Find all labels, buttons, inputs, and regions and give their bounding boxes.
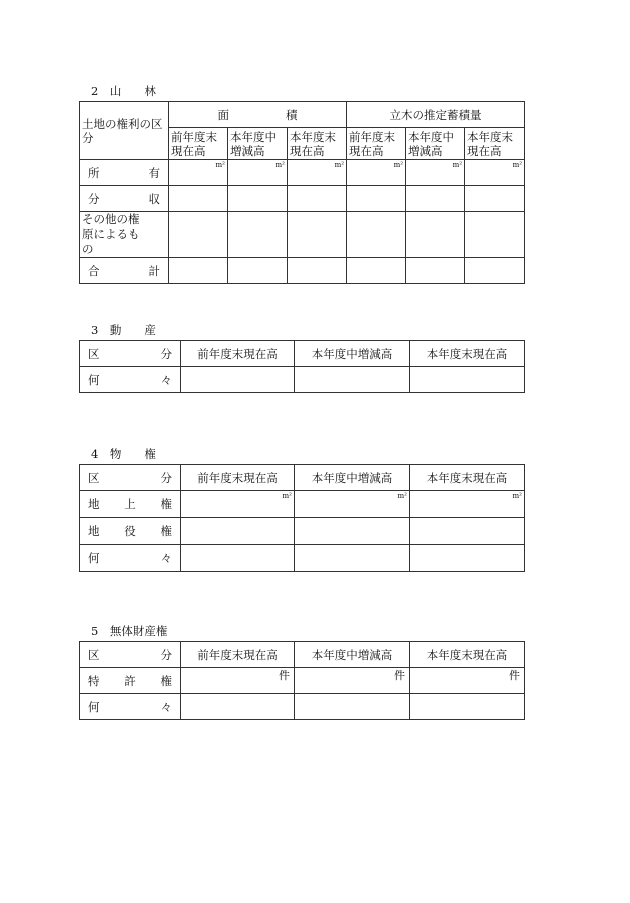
unit-label: m² xyxy=(169,160,228,186)
cell xyxy=(295,367,410,393)
cell xyxy=(181,545,295,572)
cell xyxy=(181,367,295,393)
unit-label: 件 xyxy=(181,668,295,694)
sub-header-4: 前年度末現在高 xyxy=(347,128,406,160)
section2-group-area xyxy=(169,102,347,128)
row-label: 地 上 権 xyxy=(80,491,181,518)
header-cell: 本年度末現在高 xyxy=(410,642,525,668)
unit-label: m² xyxy=(347,160,406,186)
cell xyxy=(295,518,410,545)
row-label: 合 計 xyxy=(80,258,169,284)
cell xyxy=(228,258,288,284)
cell xyxy=(406,212,465,258)
sub-header-3: 本年度末現在高 xyxy=(288,128,347,160)
cell xyxy=(465,258,525,284)
unit-label: m² xyxy=(465,160,525,186)
cell xyxy=(295,694,410,720)
cell xyxy=(406,258,465,284)
section2-group-tree: 立木の推定蓄積量 xyxy=(347,102,525,128)
cell xyxy=(228,186,288,212)
unit-label: m² xyxy=(228,160,288,186)
section5-table xyxy=(79,641,525,720)
unit-label: m² xyxy=(181,491,295,518)
section4-title: 4 物 権 xyxy=(91,447,156,461)
section2-title: 2 山 林 xyxy=(91,84,156,98)
header-cell: 区 分 xyxy=(80,642,181,668)
header-cell: 本年度末現在高 xyxy=(410,341,525,367)
row-label: 特 許 権 xyxy=(80,668,181,694)
section5-title: 5 無体財産権 xyxy=(91,624,168,638)
row-label-text: その他の権原によるもの xyxy=(82,212,140,256)
unit-label: m² xyxy=(406,160,465,186)
cell xyxy=(169,258,228,284)
cell xyxy=(228,212,288,258)
cell xyxy=(169,186,228,212)
cell xyxy=(465,186,525,212)
cell xyxy=(181,694,295,720)
cell xyxy=(410,694,525,720)
unit-label: m² xyxy=(410,491,525,518)
cell xyxy=(288,186,347,212)
header-cell: 区 分 xyxy=(80,465,181,491)
cell xyxy=(465,212,525,258)
row-label: 何 々 xyxy=(80,545,181,572)
cell xyxy=(406,186,465,212)
cell xyxy=(347,212,406,258)
unit-label: m² xyxy=(288,160,347,186)
cell xyxy=(410,545,525,572)
group-area-char-2: 積 xyxy=(286,107,298,122)
header-cell: 前年度末現在高 xyxy=(181,642,295,668)
section3-title: 3 動 産 xyxy=(91,323,156,337)
cell xyxy=(347,186,406,212)
section4-table xyxy=(79,464,525,572)
section2-table xyxy=(79,101,525,284)
row-label xyxy=(80,212,169,258)
cell xyxy=(347,258,406,284)
cell xyxy=(410,518,525,545)
row-label: 地 役 権 xyxy=(80,518,181,545)
sub-header-2: 本年度中増減高 xyxy=(228,128,288,160)
row-label: 何 々 xyxy=(80,694,181,720)
row-label: 所 有 xyxy=(80,160,169,186)
unit-label: 件 xyxy=(295,668,410,694)
sub-header-5: 本年度中増減高 xyxy=(406,128,465,160)
sub-header-1: 前年度末現在高 xyxy=(169,128,228,160)
cell xyxy=(410,367,525,393)
section2-header-left: 土地の権利の区分 xyxy=(80,102,169,160)
cell xyxy=(288,212,347,258)
sub-header-6: 本年度末現在高 xyxy=(465,128,525,160)
cell xyxy=(169,212,228,258)
cell xyxy=(295,545,410,572)
section3-table xyxy=(79,340,525,393)
header-cell: 本年度中増減高 xyxy=(295,465,410,491)
row-label: 何 々 xyxy=(80,367,181,393)
header-cell: 本年度末現在高 xyxy=(410,465,525,491)
header-cell: 前年度末現在高 xyxy=(181,341,295,367)
cell xyxy=(181,518,295,545)
cell xyxy=(288,258,347,284)
header-cell: 前年度末現在高 xyxy=(181,465,295,491)
unit-label: 件 xyxy=(410,668,525,694)
group-area-char-1: 面 xyxy=(217,107,229,122)
header-cell: 本年度中増減高 xyxy=(295,642,410,668)
unit-label: m² xyxy=(295,491,410,518)
header-cell: 本年度中増減高 xyxy=(295,341,410,367)
header-cell: 区 分 xyxy=(80,341,181,367)
row-label: 分 収 xyxy=(80,186,169,212)
